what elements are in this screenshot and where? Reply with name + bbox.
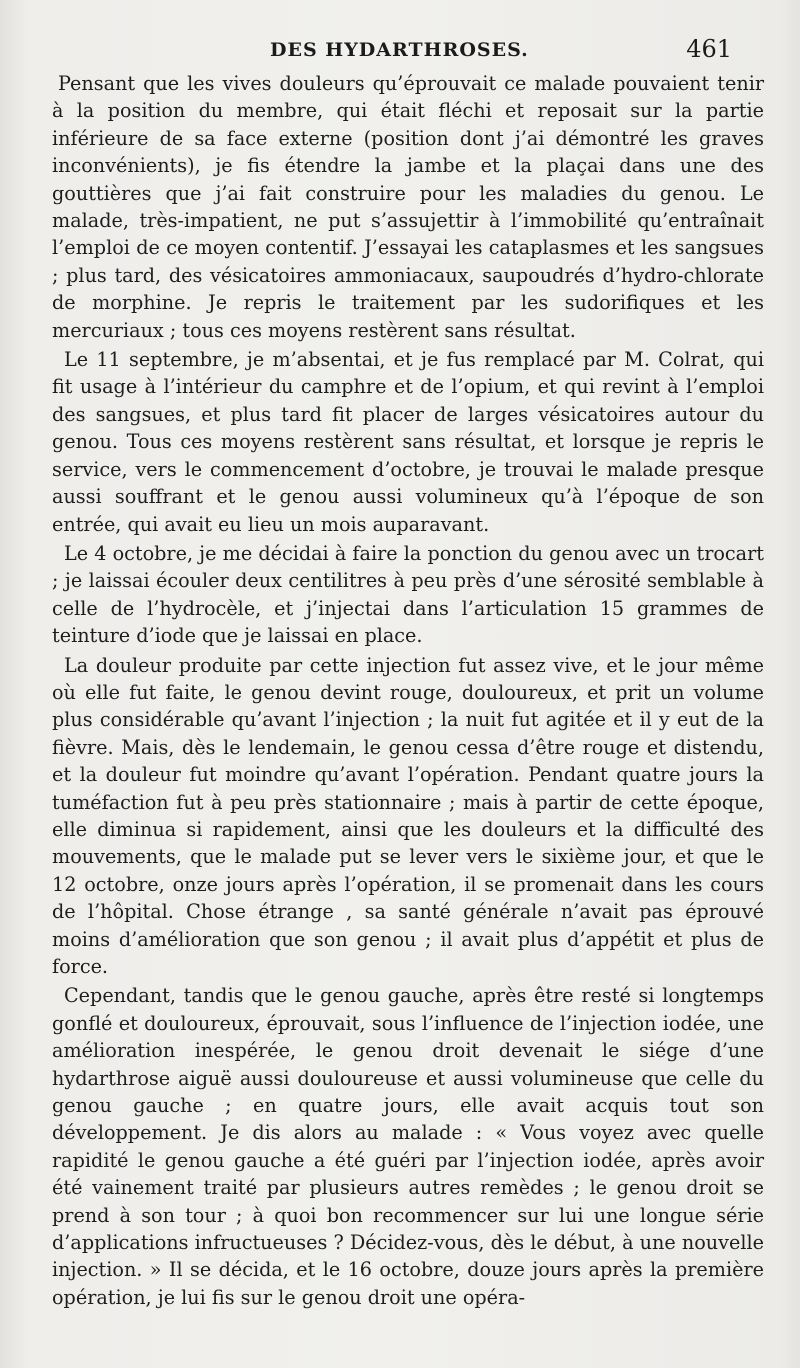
paragraph: La douleur produite par cette injection fut assez vive, et le jour même où elle fut faite, le genou devint rouge, douloureux, et prit un volume plus considérable qu’avant l’injection ; la nuit fut agitée et il y eut de la fièvre. Mais, dès le lendemain, le genou cessa d’être rouge et distendu, et la douleur fut moindre qu’avant l’opération. Pendant quatre jours la tuméfaction fut à peu près stationnaire ; mais à partir de cette époque, elle diminua si rapidement, ainsi que les douleurs et la difficulté des mouvements, que le malade put se lever vers le sixième jour, et que le 12 octobre, onze jours après l’opération, il se promenait dans les cours de l’hôpital. Chose étrange , sa santé générale n’avait pas éprouvé moins d’amélioration que son genou ; il avait plus d’appétit et plus de force. (52, 653, 764, 978)
paragraph: Le 11 septembre, je m’absentai, et je fus remplacé par M. Colrat, qui fit usage à l’intérieur du camphre et de l’opium, et qui revint à l’emploi des sangsues, et plus tard fit placer de larges vésicatoires autour du genou. Tous ces moyens restèrent sans résultat, et lorsque je repris le service, vers le commencement d’octobre, je trouvai le malade presque aussi souffrant et le genou aussi volumineux qu’à l’époque de son entrée, qui avait eu lieu un mois auparavant. (52, 348, 764, 536)
paragraph: Cependant, tandis que le genou gauche, après être resté si longtemps gonflé et douloureux, éprouvait, sous l’influence de l’injection iodée, une amélioration inespérée, le genou droit devenait le siége d’une hydarthrose aiguë aussi douloureuse et aussi volumineuse que celle du genou gauche ; en quatre jours, elle avait acquis tout son développement. Je dis alors au malade : « Vous voyez avec quelle rapidité le genou gauche a été guéri par l’injection iodée, après avoir été vainement traité par plusieurs autres remèdes ; le genou droit se prend à son tour ; à quoi bon recommencer sur lui une longue série d’applications infructueuses ? Décidez-vous, dès le début, à une nouvelle injection. » Il se décida, et le 16 octobre, douze jours après la première opération, je lui fis sur le genou droit une opéra- (52, 984, 764, 1309)
paragraph: Pensant que les vives douleurs qu’éprouvait ce malade pouvaient tenir à la position du membre, qui était fléchi et reposait sur la partie inférieure de sa face externe (position dont j’ai démontré les graves inconvénients), je fis étendre la jambe et la plaçai dans une des gouttières que j’ai fait construire pour les maladies du genou. Le malade, très-impatient, ne put s’assujettir à l’immobilité qu’entraînait l’emploi de ce moyen contentif. J’essayai les cataplasmes et les sangsues ; plus tard, des vésicatoires ammoniacaux, saupoudrés d’hydro-chlorate de morphine. Je repris le traitement par les sudorifiques et les mercuriaux ; tous ces moyens restèrent sans résultat. (52, 72, 764, 342)
paragraph: Le 4 octobre, je me décidai à faire la ponction du genou avec un trocart ; je laissai écouler deux centilitres à peu près d’une sérosité semblable à celle de l’hydrocèle, et j’injectai dans l’articulation 15 grammes de teinture d’iode que je laissai en place. (52, 541, 764, 648)
page-header (0, 36, 800, 68)
page-number: 461 (686, 35, 732, 63)
body-text (52, 70, 764, 1313)
running-title: DES HYDARTHROSES. (270, 39, 529, 61)
